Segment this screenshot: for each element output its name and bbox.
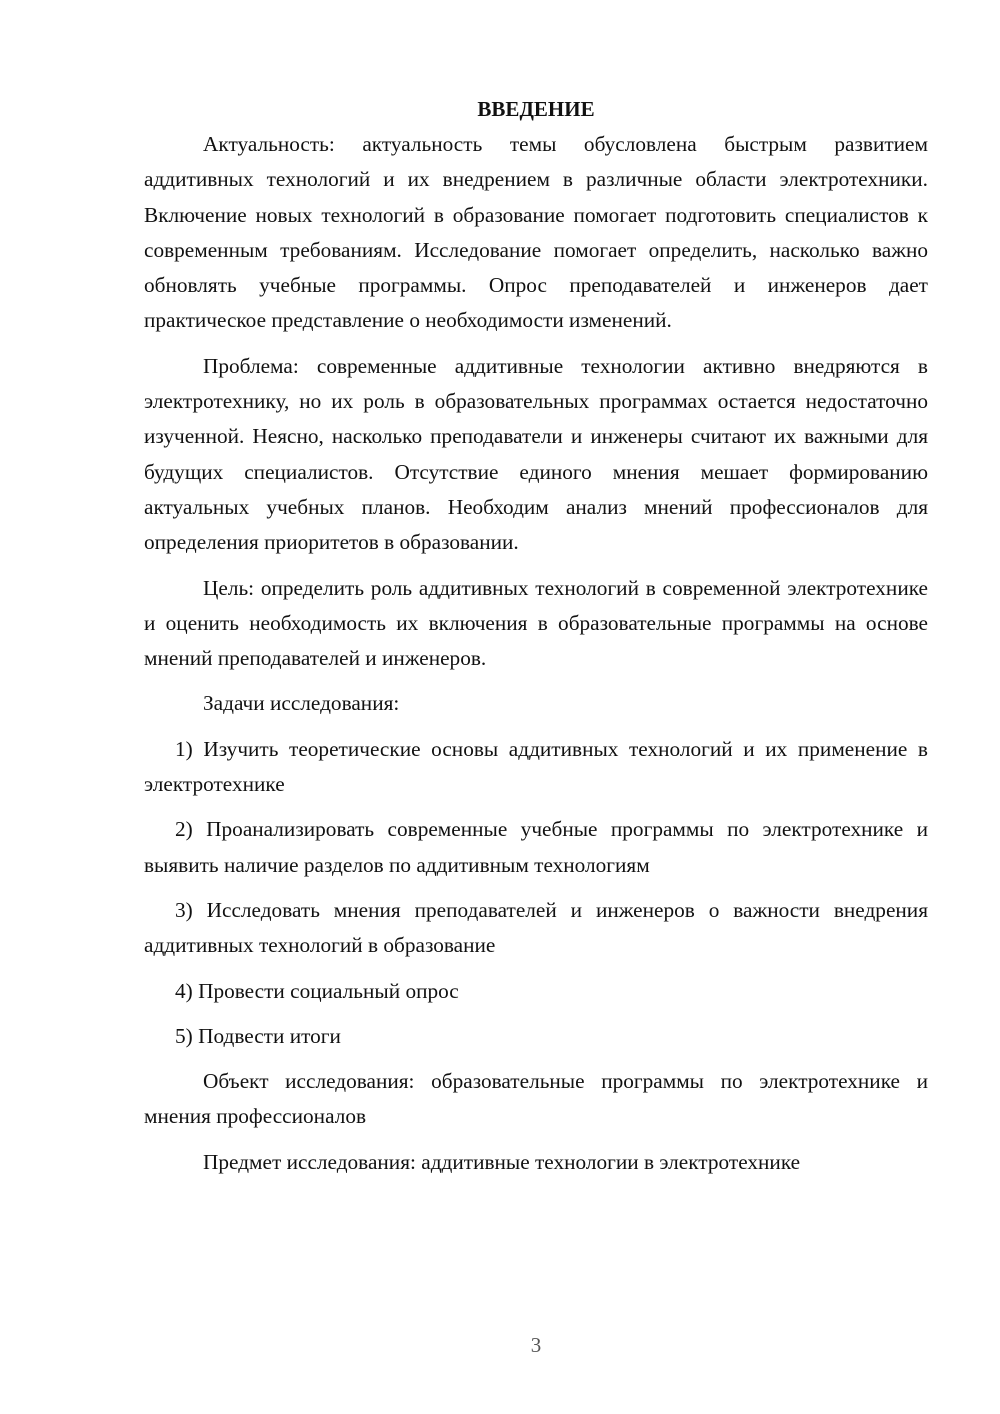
task-item: 4) Провести социальный опрос xyxy=(175,978,459,1003)
task-item: 2) Проанализировать современные учебные программы по электротехнике и выявить наличие разделов по аддитивным технологиям xyxy=(144,817,928,877)
relevance-paragraph: Актуальность: актуальность темы обусловлена быстрым развитием аддитивных технологий и их внедрением в различные области электротехники. Включение новых технологий в образование помогает подготовить специалистов к современным требованиям. Исследование помогает определить, насколько важно обновлять учебные программы. Опрос преподавателей и инженеров дает практическое представление о необходимости изменений. xyxy=(144,132,928,333)
tasks-heading: Задачи исследования: xyxy=(203,691,400,716)
task-item: 3) Исследовать мнения преподавателей и инженеров о важности внедрения аддитивных технологий в образование xyxy=(144,897,928,958)
goal-paragraph: Цель: определить роль аддитивных технологий в современной электротехнике и оценить необходимость их включения в образовательные программы на основе мнений преподавателей и инженеров. xyxy=(144,575,928,671)
subject-paragraph: Предмет исследования: аддитивные технологии в электротехнике xyxy=(203,1149,801,1174)
task-item: 5) Подвести итоги xyxy=(175,1023,341,1048)
page-content xyxy=(144,92,928,1190)
page-title: ВВЕДЕНИЕ xyxy=(477,97,595,121)
object-paragraph: Объект исследования: образовательные программы по электротехнике и мнения профессионалов xyxy=(144,1069,928,1129)
problem-paragraph: Проблема: современные аддитивные технологии активно внедряются в электротехнику, но их роль в образовательных программах остается недостаточно изученной. Неясно, насколько преподаватели и инженеры считают их важными для будущих специалистов. Отсутствие единого мнения мешает формированию актуальных учебных планов. Необходим анализ мнений профессионалов для определения приоритетов в образовании. xyxy=(144,353,928,555)
task-item: 1) Изучить теоретические основы аддитивных технологий и их применение в электротехнике xyxy=(144,736,928,797)
page-number: 3 xyxy=(530,1333,542,1357)
